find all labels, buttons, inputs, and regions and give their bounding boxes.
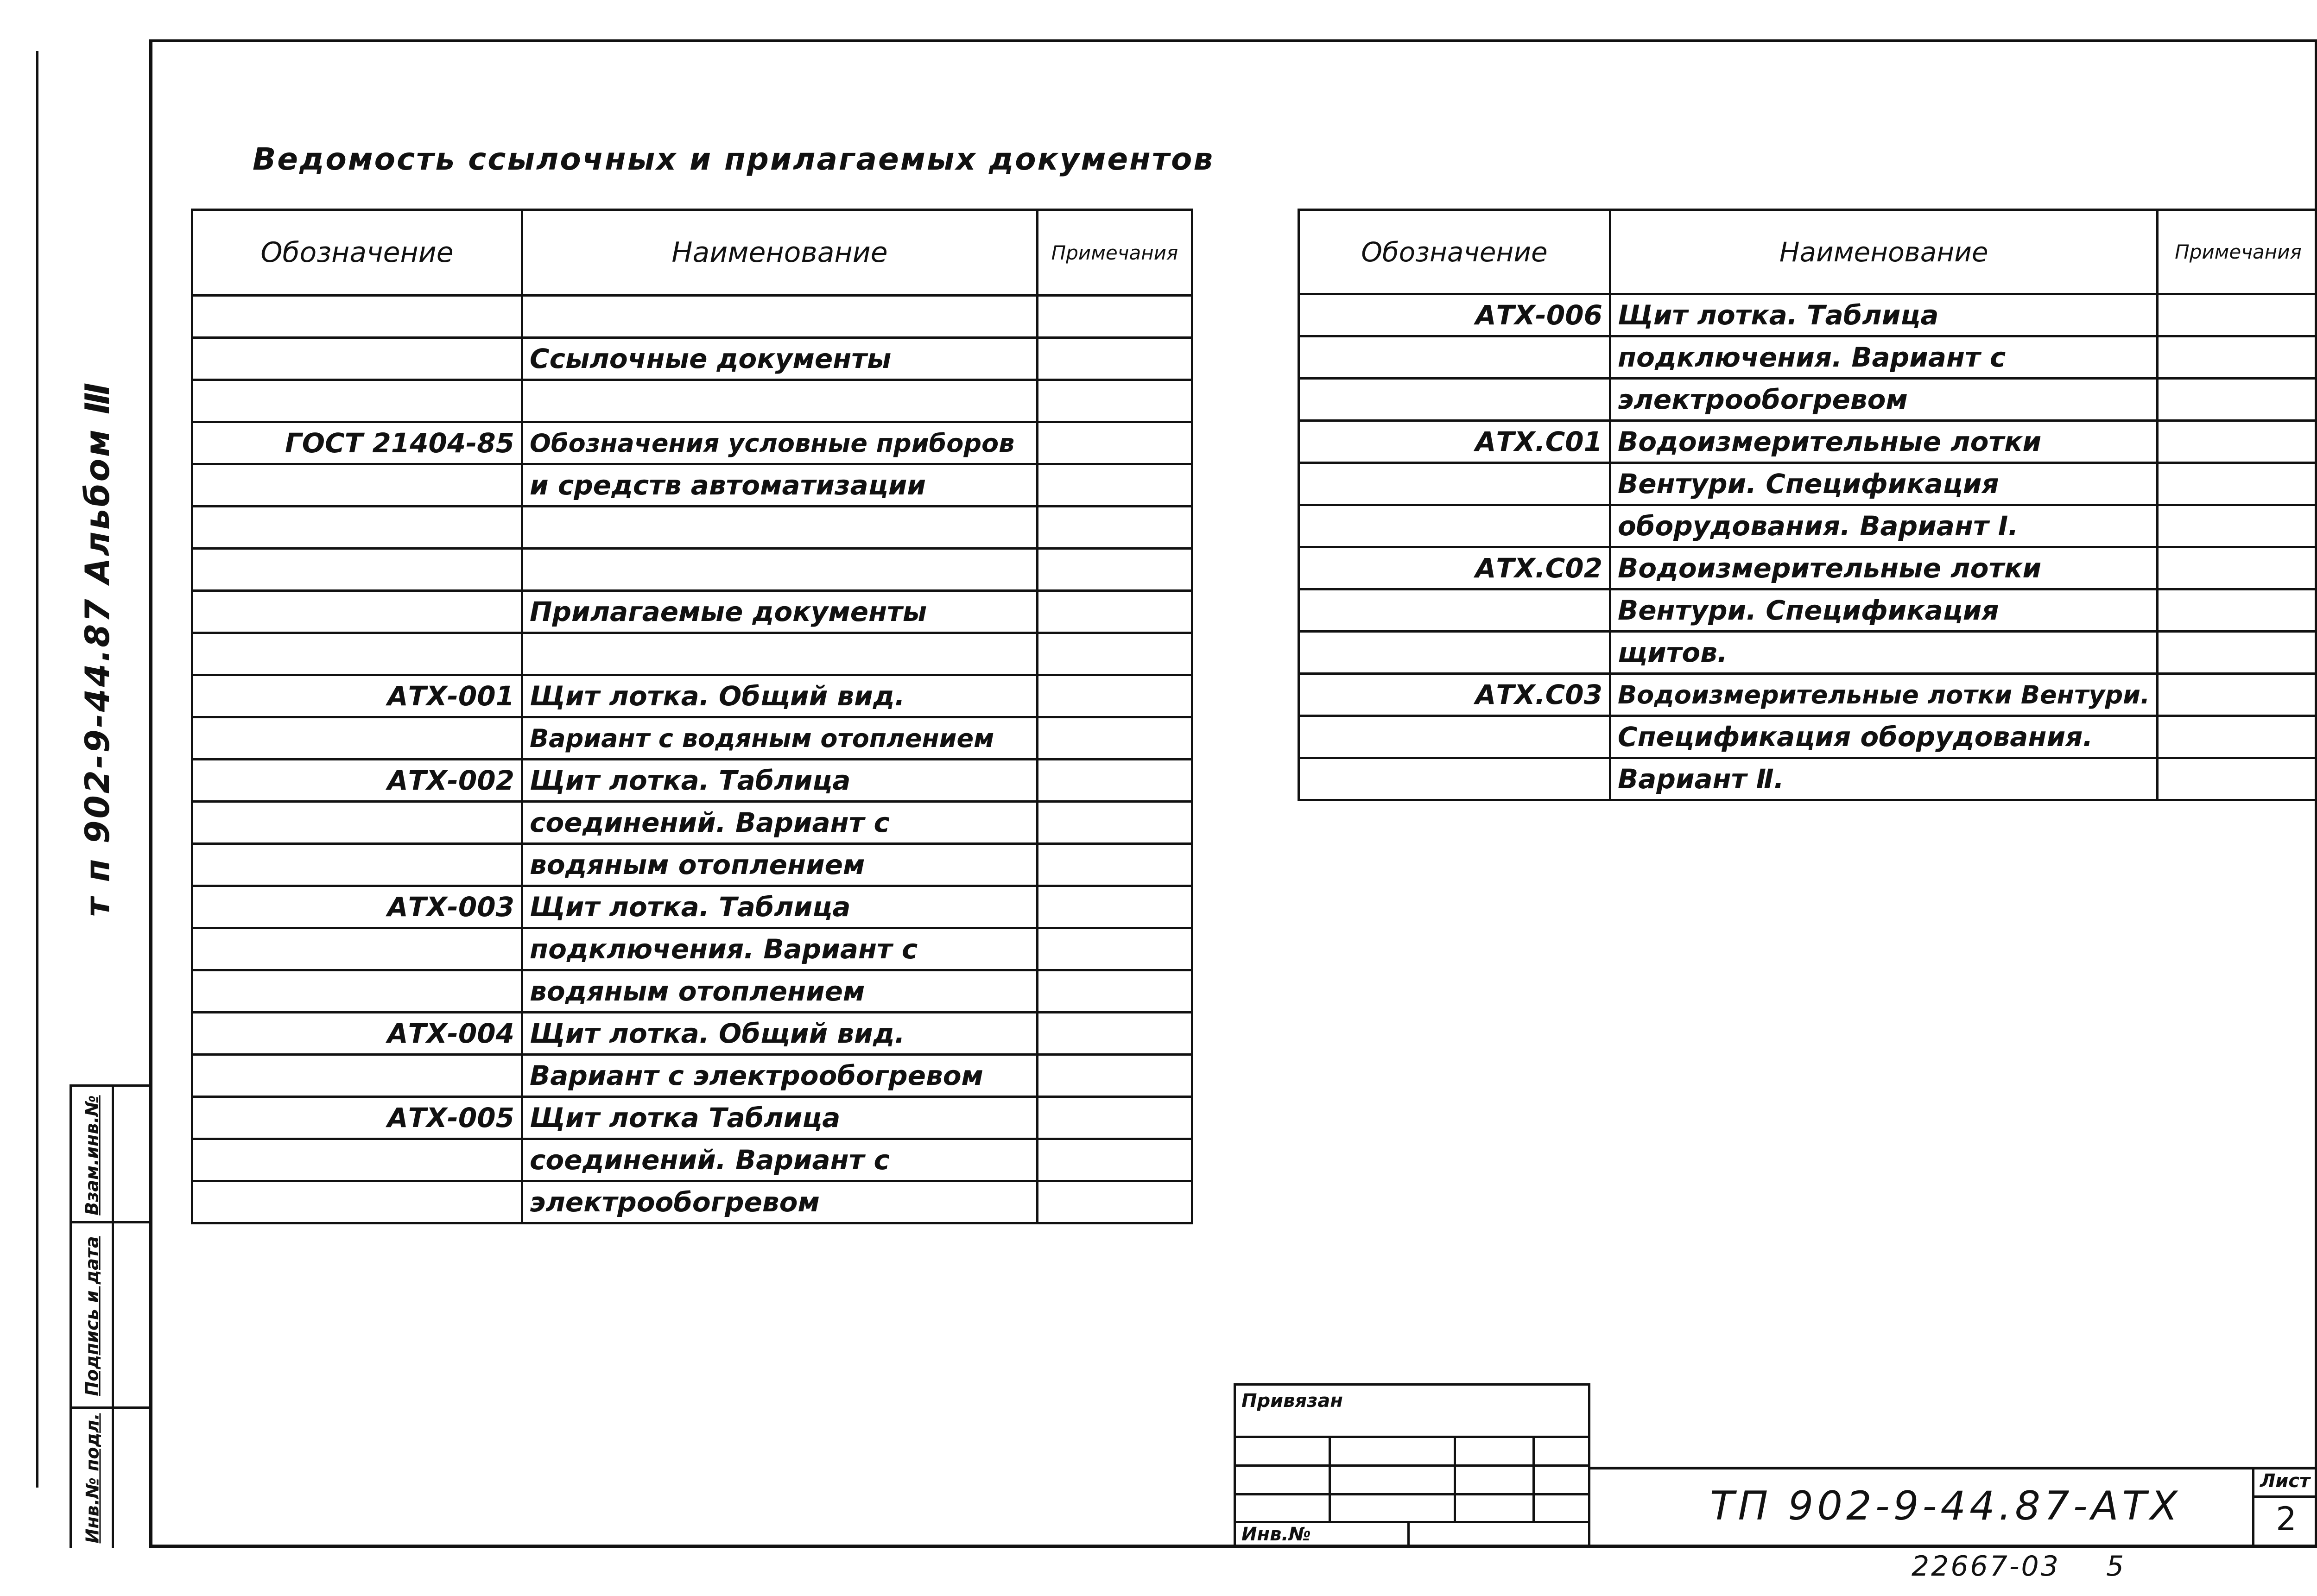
designation-cell [192, 507, 522, 549]
note-cell [1038, 422, 1192, 464]
name-cell: Водоизмерительные лотки [1610, 547, 2158, 589]
table-row [192, 422, 1192, 464]
note-cell [2158, 463, 2317, 505]
note-cell [1038, 675, 1192, 717]
designation-cell [1299, 336, 1610, 379]
table-row [1299, 421, 2317, 463]
table-row [192, 1055, 1192, 1097]
name-cell: подключения. Вариант с [1610, 336, 2158, 379]
note-cell [2158, 758, 2317, 800]
table-row [1299, 716, 2317, 758]
table-row [1299, 674, 2317, 716]
name-cell: электрообогревом [1610, 379, 2158, 421]
note-cell [1038, 591, 1192, 633]
signature-date-label: Подпись и дата [82, 1236, 102, 1396]
archive-page: 5 [2106, 1550, 2124, 1583]
note-cell [1038, 717, 1192, 760]
table-row [1299, 589, 2317, 632]
note-cell [2158, 421, 2317, 463]
name-cell [522, 507, 1038, 549]
name-cell: оборудования. Вариант Ⅰ. [1610, 505, 2158, 547]
note-cell [1038, 338, 1192, 380]
document-code: ТП 902-9-44.87-АТХ [1710, 1483, 2181, 1529]
note-cell [1038, 633, 1192, 675]
name-cell: водяным отоплением [522, 844, 1038, 886]
table-row [192, 886, 1192, 928]
note-cell [1038, 928, 1192, 970]
table-row [192, 970, 1192, 1013]
table-row [192, 844, 1192, 886]
designation-cell [192, 549, 522, 591]
approval-side-strip [70, 1084, 149, 1548]
table-row [192, 296, 1192, 338]
table-row [192, 1139, 1192, 1181]
designation-cell: АТХ-001 [192, 675, 522, 717]
designation-header: Обозначение [192, 210, 522, 296]
designation-cell: АТХ.С03 [1299, 674, 1610, 716]
name-cell [522, 633, 1038, 675]
note-cell [1038, 380, 1192, 422]
table-row [192, 1097, 1192, 1139]
note-cell [2158, 589, 2317, 632]
designation-cell [192, 1055, 522, 1097]
name-cell: соединений. Вариант с [522, 802, 1038, 844]
name-cell: Вентури. Спецификация [1610, 589, 2158, 632]
table-row [1299, 463, 2317, 505]
note-cell [1038, 464, 1192, 507]
table-row [192, 464, 1192, 507]
designation-cell [192, 338, 522, 380]
note-cell [2158, 716, 2317, 758]
name-cell: Спецификация оборудования. [1610, 716, 2158, 758]
designation-cell [1299, 632, 1610, 674]
designation-cell [1299, 758, 1610, 800]
designation-cell [192, 633, 522, 675]
note-cell [1038, 760, 1192, 802]
table-header-row [192, 210, 1192, 296]
note-cell [1038, 844, 1192, 886]
left-binding-line [36, 51, 38, 1488]
bound-label: Привязан [1241, 1390, 1343, 1412]
note-cell [1038, 1055, 1192, 1097]
table-row [192, 591, 1192, 633]
designation-cell [192, 464, 522, 507]
note-cell [2158, 674, 2317, 716]
designation-cell [1299, 505, 1610, 547]
note-cell [2158, 547, 2317, 589]
table-row [1299, 294, 2317, 336]
table-row [1299, 336, 2317, 379]
name-cell: Вентури. Спецификация [1610, 463, 2158, 505]
table-row [192, 928, 1192, 970]
name-cell [522, 380, 1038, 422]
table-row [192, 802, 1192, 844]
designation-cell: АТХ-005 [192, 1097, 522, 1139]
note-cell [1038, 1139, 1192, 1181]
table-row [192, 633, 1192, 675]
note-cell [2158, 294, 2317, 336]
name-cell: Щит лотка. Таблица [1610, 294, 2158, 336]
table-row [1299, 632, 2317, 674]
documents-table-right [1298, 209, 2317, 801]
original-inv-label: Инв.№ подл. [82, 1413, 102, 1544]
designation-cell: АТХ-006 [1299, 294, 1610, 336]
name-cell: Вариант Ⅱ. [1610, 758, 2158, 800]
designation-cell [192, 1139, 522, 1181]
sheet-number: 2 [2276, 1500, 2297, 1538]
name-cell: и средств автоматизации [522, 464, 1038, 507]
sheet-number-box [2252, 1467, 2317, 1548]
name-cell: щитов. [1610, 632, 2158, 674]
table-row [192, 760, 1192, 802]
name-cell: Щит лотка. Общий вид. [522, 1013, 1038, 1055]
note-cell [1038, 1181, 1192, 1223]
table-row [192, 549, 1192, 591]
designation-cell [1299, 716, 1610, 758]
replacement-inv-label: Взам.инв.№ [82, 1095, 103, 1216]
name-cell: Обозначения условные приборов [522, 422, 1038, 464]
table-row [192, 717, 1192, 760]
designation-cell [192, 380, 522, 422]
designation-cell [192, 717, 522, 760]
name-cell: Водоизмерительные лотки [1610, 421, 2158, 463]
name-cell: Щит лотка. Таблица [522, 760, 1038, 802]
name-header: Наименование [1610, 210, 2158, 294]
note-cell [2158, 379, 2317, 421]
note-cell [1038, 1097, 1192, 1139]
sheet-label: Лист [2260, 1470, 2311, 1492]
name-cell: Вариант с водяным отоплением [522, 717, 1038, 760]
table-row [192, 338, 1192, 380]
documents-table-left [191, 209, 1193, 1224]
note-cell [2158, 336, 2317, 379]
name-cell: электрообогревом [522, 1181, 1038, 1223]
table-row [1299, 758, 2317, 800]
name-cell: Вариант с электрообогревом [522, 1055, 1038, 1097]
note-header: Примечания [2158, 210, 2317, 294]
table-row [1299, 379, 2317, 421]
inv-number-label: Инв.№ [1241, 1524, 1311, 1545]
designation-cell [1299, 379, 1610, 421]
note-cell [2158, 632, 2317, 674]
name-cell: Щит лотка. Общий вид. [522, 675, 1038, 717]
name-cell: Щит лотка. Таблица [522, 886, 1038, 928]
archive-number: 22667-03 [1912, 1550, 2060, 1583]
designation-cell [1299, 463, 1610, 505]
designation-header: Обозначение [1299, 210, 1610, 294]
name-cell: Прилагаемые документы [522, 591, 1038, 633]
name-cell [522, 549, 1038, 591]
designation-cell: ГОСТ 21404-85 [192, 422, 522, 464]
drawing-sheet: т п 902-9-44.87 Альбом Ⅲ Взам.инв.№ Подпись и дата Инв.№ подл. Ведомость ссылочных и прилагаемых документов Обозначение Наименование Примечания Ссылочные документы ГОСТ 21404-85 Обозначения условные приборов и средств автоматизации Прилагаемые документы АТХ-001 Щит лотка. Общий вид. Вариант с водяным отоплением АТХ-002 Щит лотка. Таблица соединений. Вариант с водяным отоплением АТХ-003 Щит лотка. Таблица подключения. Вариант с водяным отоплением АТХ-004 Щит лотка. Общий вид. Вариант с электрообогревом АТХ-005 Щит лотка Таблица соединений. Вариант с электрообогревом Обозначение Наименование Примечания АТХ-006 Щит лотка. Таблица подключения. Вариант с электрообогревом АТХ.С01 Водоизмерительные лотки Вентури. Спецификация оборудования. Вариант Ⅰ. АТХ.С02 Водоизмерительные лотки Вентури. Спецификация щитов. АТХ.С03 Водоизмерительные лотки Вентури. Спецификация оборудования. Вариант Ⅱ. Привязан Инв.№ ТП 902-9-44.87-АТХ Лист 2 22667-03 5 [0, 0, 2317, 1596]
designation-cell [1299, 589, 1610, 632]
table-header-row [1299, 210, 2317, 294]
name-cell [522, 296, 1038, 338]
name-cell: Водоизмерительные лотки Вентури. [1610, 674, 2158, 716]
designation-cell [192, 591, 522, 633]
name-cell: Щит лотка Таблица [522, 1097, 1038, 1139]
name-cell: водяным отоплением [522, 970, 1038, 1013]
designation-cell [192, 844, 522, 886]
note-cell [1038, 296, 1192, 338]
note-cell [2158, 505, 2317, 547]
designation-cell: АТХ-002 [192, 760, 522, 802]
table-row [192, 1181, 1192, 1223]
note-cell [1038, 507, 1192, 549]
table-row [1299, 547, 2317, 589]
page-title: Ведомость ссылочных и прилагаемых документов [253, 141, 1215, 177]
note-header: Примечания [1038, 210, 1192, 296]
note-cell [1038, 886, 1192, 928]
table-row [192, 507, 1192, 549]
designation-cell: АТХ-004 [192, 1013, 522, 1055]
table-row [192, 380, 1192, 422]
name-header: Наименование [522, 210, 1038, 296]
table-row [192, 675, 1192, 717]
designation-cell [192, 1181, 522, 1223]
note-cell [1038, 970, 1192, 1013]
note-cell [1038, 549, 1192, 591]
name-cell: подключения. Вариант с [522, 928, 1038, 970]
note-cell [1038, 802, 1192, 844]
designation-cell [192, 802, 522, 844]
note-cell [1038, 1013, 1192, 1055]
designation-cell [192, 928, 522, 970]
designation-cell [192, 970, 522, 1013]
table-row [1299, 505, 2317, 547]
designation-cell [192, 296, 522, 338]
designation-cell: АТХ-003 [192, 886, 522, 928]
binding-stamp-box [1234, 1383, 1590, 1548]
table-row [192, 1013, 1192, 1055]
designation-cell: АТХ.С02 [1299, 547, 1610, 589]
designation-cell: АТХ.С01 [1299, 421, 1610, 463]
name-cell: Ссылочные документы [522, 338, 1038, 380]
name-cell: соединений. Вариант с [522, 1139, 1038, 1181]
